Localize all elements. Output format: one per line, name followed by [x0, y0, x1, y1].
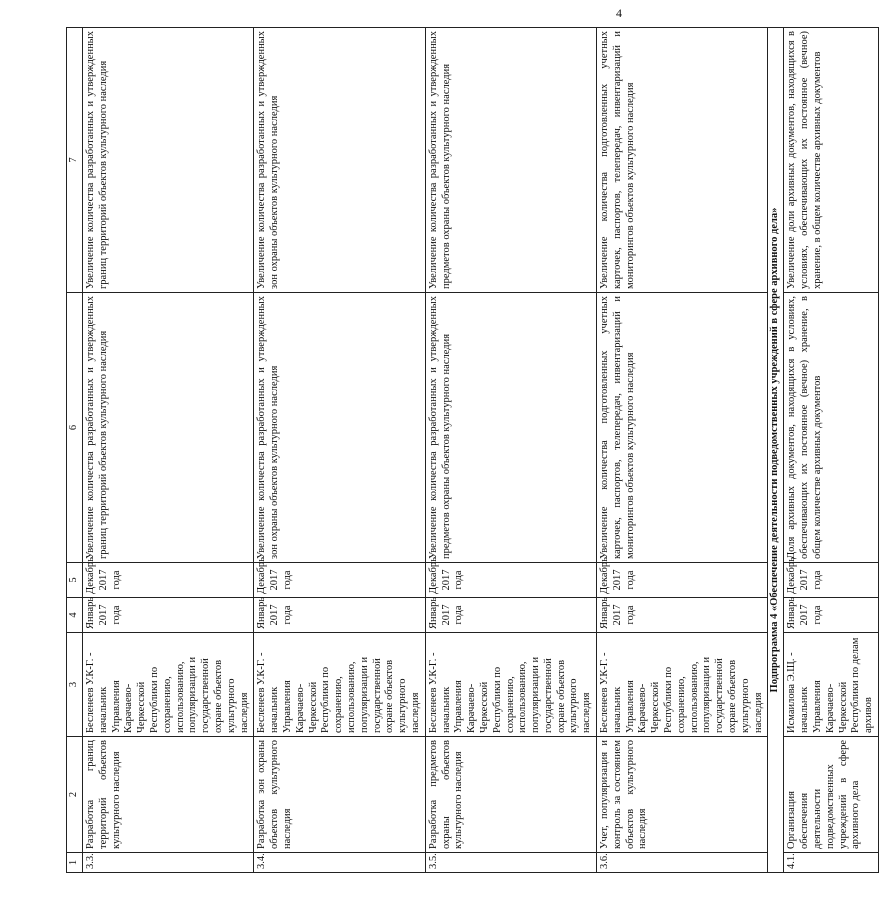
measure-name: Разработка границ территорий объектов культурного наследия: [83, 737, 254, 853]
end-date: Декабрь 2017 года: [425, 563, 596, 598]
expected-result: Доля архивных документов, находящихся в условиях, обеспечивающих их постоянное (вечное) хранение, в общем количестве архивных документов: [784, 293, 879, 563]
header-cell: 1: [67, 853, 83, 873]
indicator-link: Увеличение количества разработанных и утвержденных предметов охраны объектов культурного наследия: [425, 28, 596, 293]
subprogram-row: [768, 28, 784, 873]
responsible-person: Бесленеев У.К-Г. - начальник Управления Карачаево-Черкесской Республики по сохранению, использованию, популяризации и государственной охране объектов культурного наследия: [425, 633, 596, 737]
table-row: [597, 28, 768, 873]
rotated-table-sheet: [66, 28, 875, 873]
table-row: [425, 28, 596, 873]
start-date: Январь 2017 года: [784, 598, 879, 633]
expected-result: Увеличение количества разработанных и утвержденных границ территорий объектов культурного наследия: [83, 293, 254, 563]
indicator-link: Увеличение доли архивных документов, находящихся в условиях, обеспечивающих их постоянное (вечное) хранение, в общем количестве архивных документов: [784, 28, 879, 293]
indicator-link: Увеличение количества подготовленных учетных карточек, паспортов, телепередач, инвентаризаций и мониторингов объектов культурного наследия: [597, 28, 768, 293]
header-cell: 6: [67, 293, 83, 563]
start-date: Январь 2017 года: [83, 598, 254, 633]
header-cell: 7: [67, 28, 83, 293]
page-number: 4: [616, 6, 622, 20]
measure-name: Разработка зон охраны объектов культурного наследия: [254, 737, 425, 853]
header-cell: 4: [67, 598, 83, 633]
row-number: 3.3.: [83, 853, 254, 873]
measure-name: Учет, популяризация и контроль за состоянием объектов культурного наследия: [597, 737, 768, 853]
header-row: [67, 28, 83, 873]
subprogram-title: Подпрограмма 4 «Обеспечение деятельности подведомственных учреждений в сфере архивного дела»: [768, 28, 784, 873]
end-date: Декабрь 2017 года: [597, 563, 768, 598]
measure-name: Разработка предметов охраны объектов культурного наследия: [425, 737, 596, 853]
expected-result: Увеличение количества разработанных и утвержденных зон охраны объектов культурного наследия: [254, 293, 425, 563]
header-cell: 3: [67, 633, 83, 737]
responsible-person: Бесленеев У.К-Г. - начальник Управления Карачаево-Черкесской Республики по сохранению, использованию, популяризации и государственной охране объектов культурного наследия: [254, 633, 425, 737]
row-number: 3.6.: [597, 853, 768, 873]
expected-result: Увеличение количества подготовленных учетных карточек, паспортов, телепередач, инвентаризаций и мониторингов объектов культурного наследия: [597, 293, 768, 563]
start-date: Январь 2017 года: [425, 598, 596, 633]
end-date: Декабрь 2017 года: [83, 563, 254, 598]
row-number: 4.1.: [784, 853, 879, 873]
end-date: Декабрь 2017 года: [254, 563, 425, 598]
row-number: 3.4.: [254, 853, 425, 873]
indicator-link: Увеличение количества разработанных и утвержденных границ территорий объектов культурного наследия: [83, 28, 254, 293]
table-row: [784, 28, 879, 873]
start-date: Январь 2017 года: [597, 598, 768, 633]
header-cell: 2: [67, 737, 83, 853]
row-number: 3.5.: [425, 853, 596, 873]
table-row: [83, 28, 254, 873]
start-date: Январь 2017 года: [254, 598, 425, 633]
table-row: [254, 28, 425, 873]
measure-name: Организация обеспечения деятельности подведомственных учреждений в сфере архивного дела: [784, 737, 879, 853]
indicator-link: Увеличение количества разработанных и утвержденных зон охраны объектов культурного наследия: [254, 28, 425, 293]
expected-result: Увеличение количества разработанных и утвержденных предметов охраны объектов культурного наследия: [425, 293, 596, 563]
program-table: [66, 27, 879, 873]
responsible-person: Бесленеев У.К-Г. - начальник Управления Карачаево-Черкесской Республики по сохранению, использованию, популяризации и государственной охране объектов культурного наследия: [597, 633, 768, 737]
header-cell: 5: [67, 563, 83, 598]
responsible-person: Исмаилова Э.Щ. - начальник Управления Карачаево-Черкесской Республики по делам архивов: [784, 633, 879, 737]
end-date: Декабрь 2017 года: [784, 563, 879, 598]
responsible-person: Бесленеев У.К-Г. - начальник Управления Карачаево-Черкесской Республики по сохранению, использованию, популяризации и государственной охране объектов культурного наследия: [83, 633, 254, 737]
